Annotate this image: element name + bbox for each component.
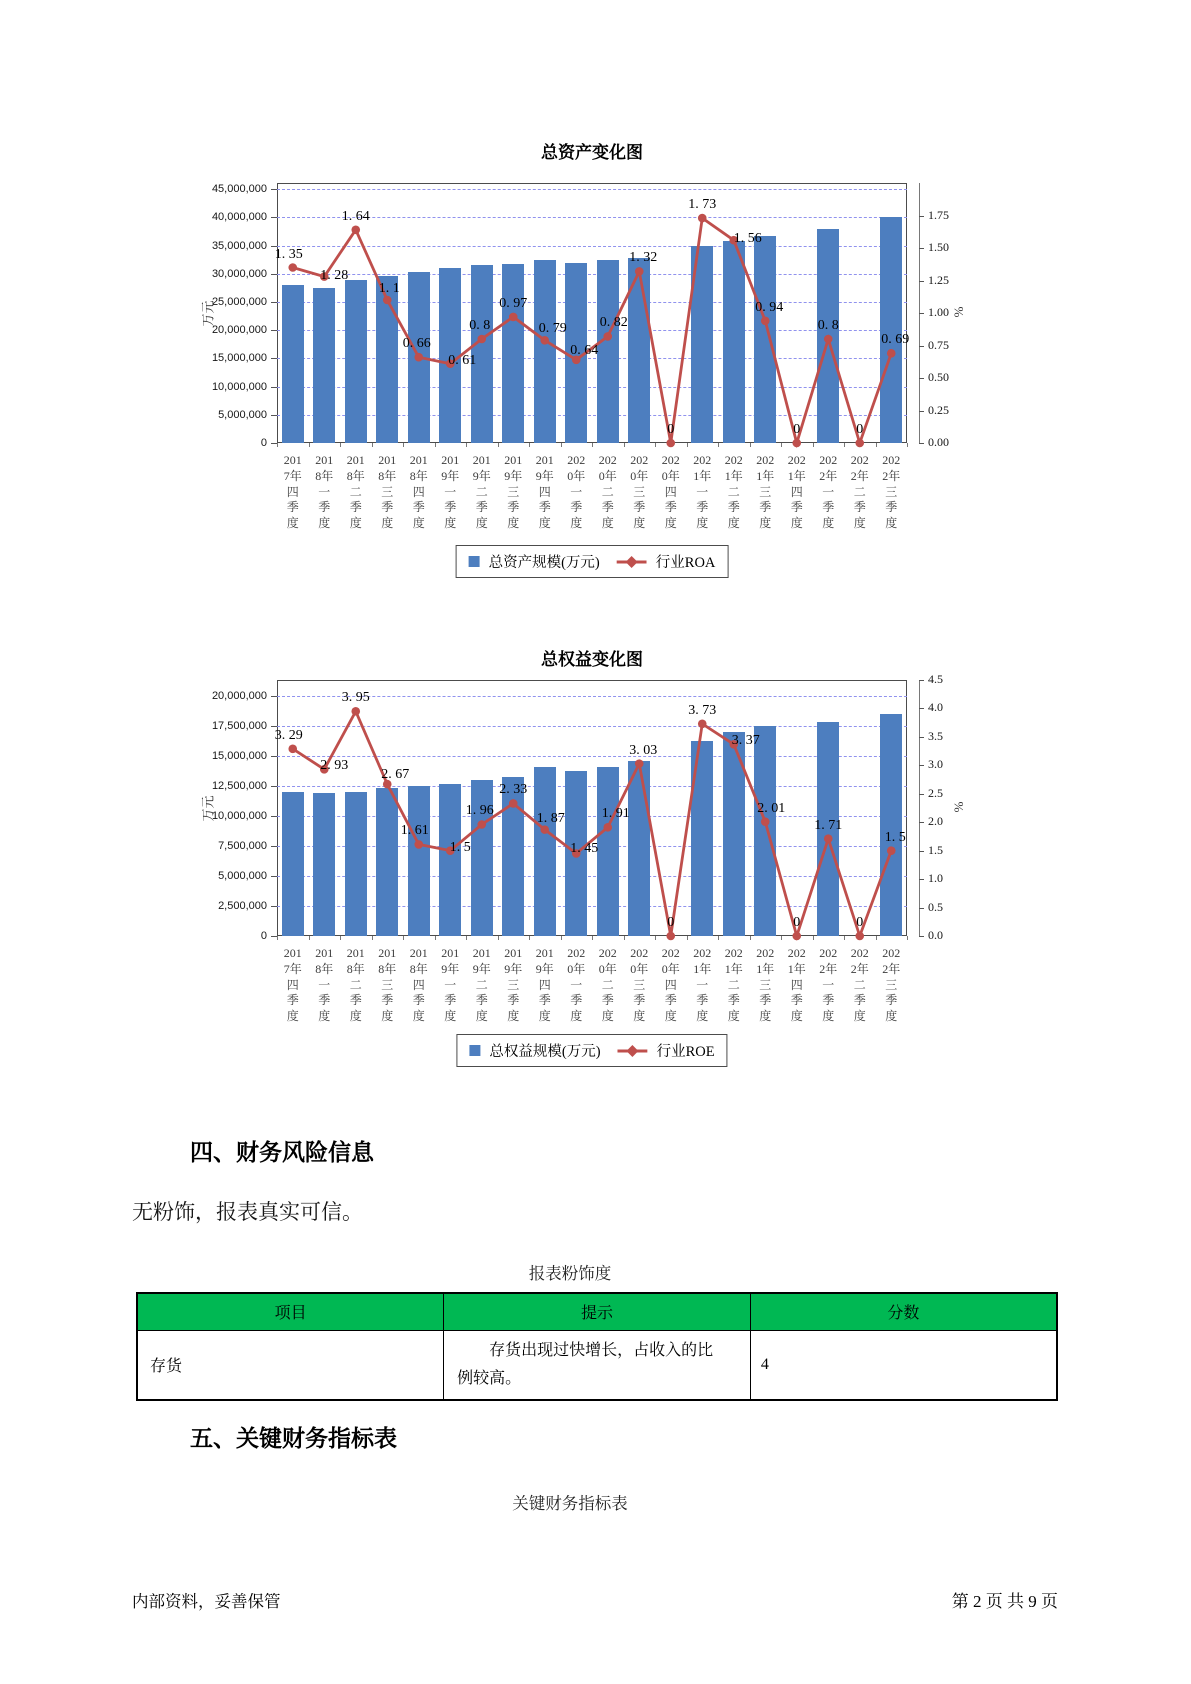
left-axis-label: 2,500,000 <box>218 899 267 912</box>
x-axis-label: 202 0年 三 季 度 <box>630 453 649 531</box>
x-axis-label: 201 7年 四 季 度 <box>283 453 302 531</box>
x-axis-tick <box>498 936 499 940</box>
data-label: 1. 91 <box>601 806 630 822</box>
right-axis-label: 1.0 <box>928 871 943 886</box>
x-axis-label: 202 2年 一 季 度 <box>819 453 838 531</box>
right-axis-tick <box>919 281 924 282</box>
chart-legend <box>456 545 729 578</box>
x-axis-label: 202 1年 二 季 度 <box>724 946 743 1024</box>
right-axis-tick <box>919 248 924 249</box>
right-axis-title: % <box>951 801 966 813</box>
section-heading-financial-risk: 四、财务风险信息 <box>190 1139 374 1165</box>
x-axis-tick <box>907 936 908 940</box>
legend-bar-swatch <box>469 556 480 567</box>
data-label: 3. 95 <box>341 690 370 706</box>
x-axis-label: 202 1年 三 季 度 <box>756 946 775 1024</box>
left-axis-label: 25,000,000 <box>211 296 267 308</box>
left-axis-label: 15,000,000 <box>211 352 267 365</box>
legend-line-label: 行业ROA <box>655 555 716 571</box>
right-axis-label: 0.0 <box>928 928 943 942</box>
x-axis-label: 202 2年 二 季 度 <box>850 453 869 531</box>
line-marker <box>855 439 864 448</box>
line-marker <box>824 834 833 843</box>
left-axis-label: 5,000,000 <box>218 869 267 882</box>
data-label: 3. 03 <box>629 742 658 758</box>
right-axis-label: 2.0 <box>928 814 943 829</box>
left-axis-label: 15,000,000 <box>211 749 267 762</box>
left-axis-label: 0 <box>260 437 267 449</box>
x-axis-label: 201 8年 四 季 度 <box>409 453 428 531</box>
x-axis-label: 202 1年 四 季 度 <box>787 453 806 531</box>
right-axis-label: 0.50 <box>928 370 949 384</box>
x-axis-tick <box>907 443 908 447</box>
x-axis-tick <box>466 443 467 447</box>
x-axis-label: 201 9年 二 季 度 <box>472 946 491 1024</box>
x-axis-tick <box>592 936 593 940</box>
x-axis-tick <box>750 443 751 447</box>
x-axis-tick <box>309 936 310 940</box>
data-label: 0. 94 <box>755 299 784 315</box>
right-axis-tick <box>919 936 924 937</box>
x-axis-label: 201 9年 三 季 度 <box>504 946 523 1024</box>
legend-line-marker <box>618 1045 648 1057</box>
x-axis-tick <box>624 936 625 940</box>
line-marker <box>792 439 801 448</box>
data-label: 0 <box>667 422 675 437</box>
x-axis-tick <box>561 443 562 447</box>
risk-table-header-score: 分数 <box>750 1293 1057 1330</box>
x-axis-label: 201 9年 三 季 度 <box>504 453 523 531</box>
data-label: 1. 61 <box>400 823 429 839</box>
data-label: 1. 64 <box>341 208 370 224</box>
x-axis-label: 202 1年 四 季 度 <box>787 946 806 1024</box>
x-axis-tick <box>435 443 436 447</box>
x-axis-tick <box>655 936 656 940</box>
right-axis-title: % <box>951 306 966 318</box>
right-axis-label: 0.5 <box>928 899 943 914</box>
right-axis-label: 2.5 <box>928 785 943 800</box>
x-axis-tick <box>529 443 530 447</box>
risk-hint-cell: 存货出现过快增长，占收入的比例较高。 <box>444 1330 751 1400</box>
data-label: 1. 56 <box>733 231 762 247</box>
data-label: 0. 82 <box>599 315 628 331</box>
section-heading-key-indicators: 五、关键财务指标表 <box>190 1425 397 1451</box>
right-axis-label: 4.0 <box>928 700 943 715</box>
right-axis-tick <box>919 313 924 314</box>
left-axis-label: 10,000,000 <box>211 809 267 822</box>
x-axis-tick <box>844 443 845 447</box>
x-axis-tick <box>466 936 467 940</box>
x-axis-label: 201 8年 二 季 度 <box>346 453 365 531</box>
x-axis-tick <box>876 443 877 447</box>
line-marker <box>887 349 896 358</box>
line-marker <box>887 846 896 855</box>
x-axis-label: 202 0年 二 季 度 <box>598 453 617 531</box>
x-axis-tick <box>277 936 278 940</box>
right-axis-tick <box>919 680 924 681</box>
data-label: 1. 28 <box>320 267 349 283</box>
risk-table-header-item: 项目 <box>137 1293 444 1330</box>
x-axis-tick <box>718 443 719 447</box>
key-indicators-caption: 关键财务指标表 <box>512 1494 628 1513</box>
data-label: 0 <box>856 915 864 930</box>
x-axis-label: 202 0年 二 季 度 <box>598 946 617 1024</box>
data-label: 0. 61 <box>448 352 477 368</box>
legend-bar-label: 总资产规模(万元) <box>488 555 600 571</box>
x-axis-tick <box>655 443 656 447</box>
x-axis-label: 201 8年 三 季 度 <box>378 453 397 531</box>
x-axis-label: 201 9年 四 季 度 <box>535 946 554 1024</box>
chart-title: 总权益变化图 <box>541 650 643 669</box>
x-axis-tick <box>403 936 404 940</box>
line-marker <box>855 932 864 941</box>
x-axis-tick <box>781 936 782 940</box>
right-axis-tick <box>919 411 924 412</box>
x-axis-tick <box>340 936 341 940</box>
line-marker <box>477 820 486 829</box>
right-axis-label: 1.5 <box>928 842 943 857</box>
right-axis-tick <box>919 443 924 444</box>
line-marker <box>792 932 801 941</box>
left-axis-label: 17,500,000 <box>211 719 267 732</box>
right-axis-label: 1.50 <box>928 240 949 254</box>
x-axis-tick <box>340 443 341 447</box>
x-axis-label: 201 8年 一 季 度 <box>315 453 334 531</box>
right-axis-label: 0.00 <box>928 435 949 449</box>
footer-confidential-note: 内部资料，妥善保管 <box>132 1593 281 1611</box>
data-label: 0. 64 <box>570 342 599 358</box>
legend-line-marker <box>617 556 647 568</box>
x-axis-tick <box>277 443 278 447</box>
right-axis-line <box>919 680 920 936</box>
line-marker <box>698 214 707 223</box>
x-axis-label: 202 1年 三 季 度 <box>756 453 775 531</box>
data-label: 0. 79 <box>538 321 567 337</box>
line-marker <box>761 817 770 826</box>
data-label: 0. 97 <box>499 295 528 311</box>
data-label: 1. 87 <box>536 810 565 826</box>
data-label: 0 <box>667 915 675 930</box>
data-label: 2. 01 <box>757 800 786 816</box>
x-axis-label: 202 2年 二 季 度 <box>850 946 869 1024</box>
right-axis-tick <box>919 216 924 217</box>
right-axis-tick <box>919 378 924 379</box>
left-axis-label: 20,000,000 <box>211 689 267 702</box>
line-marker <box>761 317 770 326</box>
x-axis-tick <box>309 443 310 447</box>
x-axis-tick <box>624 443 625 447</box>
data-label: 0 <box>793 422 801 437</box>
right-axis-tick <box>919 879 924 880</box>
x-axis-label: 201 7年 四 季 度 <box>283 946 302 1024</box>
data-label: 3. 37 <box>731 733 760 749</box>
data-label: 0 <box>793 915 801 930</box>
x-axis-tick <box>403 443 404 447</box>
left-axis-label: 30,000,000 <box>211 267 267 280</box>
legend-bar-swatch <box>469 1045 480 1056</box>
x-axis-tick <box>844 936 845 940</box>
data-label: 1. 35 <box>274 246 303 262</box>
x-axis-tick <box>372 936 373 940</box>
left-axis-label: 20,000,000 <box>211 324 267 337</box>
line-marker <box>603 332 612 341</box>
x-axis-label: 202 1年 一 季 度 <box>693 453 712 531</box>
x-axis-tick <box>687 443 688 447</box>
risk-table-header-hint: 提示 <box>444 1293 751 1330</box>
x-axis-tick <box>687 936 688 940</box>
right-axis-tick <box>919 794 924 795</box>
data-label: 1. 71 <box>814 817 843 833</box>
x-axis-label: 202 0年 一 季 度 <box>567 946 586 1024</box>
x-axis-label: 201 9年 一 季 度 <box>441 946 460 1024</box>
right-axis-label: 1.75 <box>928 207 949 222</box>
legend-line-label: 行业ROE <box>656 1044 715 1060</box>
x-axis-tick <box>372 443 373 447</box>
x-axis-label: 202 0年 四 季 度 <box>661 946 680 1024</box>
left-axis-label: 10,000,000 <box>211 380 267 393</box>
risk-table-caption: 报表粉饰度 <box>528 1264 612 1283</box>
data-label: 2. 93 <box>320 758 349 774</box>
left-axis-label: 12,500,000 <box>211 779 267 792</box>
x-axis-tick <box>781 443 782 447</box>
right-axis-tick <box>919 822 924 823</box>
x-axis-label: 202 1年 二 季 度 <box>724 453 743 531</box>
x-axis-label: 201 8年 一 季 度 <box>315 946 334 1024</box>
line-marker <box>698 720 707 729</box>
left-axis-label: 35,000,000 <box>211 239 267 252</box>
x-axis-tick <box>498 443 499 447</box>
data-label: 1. 5 <box>884 829 906 845</box>
data-label: 0. 69 <box>881 332 910 348</box>
line-marker <box>288 745 297 754</box>
line-marker <box>635 267 644 276</box>
x-axis-tick <box>813 443 814 447</box>
line-marker <box>351 707 360 716</box>
risk-table-header-row <box>137 1293 1057 1330</box>
left-axis-label: 0 <box>260 930 267 942</box>
x-axis-label: 202 2年 三 季 度 <box>882 453 901 531</box>
left-axis-label: 40,000,000 <box>211 211 267 224</box>
x-axis-label: 202 0年 四 季 度 <box>661 453 680 531</box>
x-axis-tick <box>750 936 751 940</box>
footer-page-number: 第 2 页 共 9 页 <box>951 1592 1058 1611</box>
x-axis-tick <box>561 936 562 940</box>
x-axis-tick <box>718 936 719 940</box>
x-axis-label: 202 2年 一 季 度 <box>819 946 838 1024</box>
line-marker <box>351 226 360 235</box>
x-axis-label: 201 9年 二 季 度 <box>472 453 491 531</box>
chart-title: 总资产变化图 <box>541 143 643 162</box>
data-label: 0. 8 <box>817 318 839 333</box>
x-axis-label: 202 0年 三 季 度 <box>630 946 649 1024</box>
data-label: 0. 8 <box>469 318 491 333</box>
x-axis-label: 201 9年 一 季 度 <box>441 453 460 531</box>
line-marker <box>603 823 612 832</box>
risk-item-cell: 存货 <box>137 1330 444 1400</box>
right-axis-label: 1.00 <box>928 305 949 319</box>
x-axis-label: 202 0年 一 季 度 <box>567 453 586 531</box>
x-axis-tick <box>813 936 814 940</box>
legend-bar-label: 总权益规模(万元) <box>489 1044 601 1060</box>
line-marker <box>824 335 833 344</box>
x-axis-tick <box>435 936 436 940</box>
line-marker <box>666 932 675 941</box>
data-label: 0 <box>856 422 864 437</box>
data-label: 3. 29 <box>274 727 303 743</box>
left-axis-label: 7,500,000 <box>218 839 267 852</box>
data-label: 3. 73 <box>688 702 717 718</box>
x-axis-label: 202 2年 三 季 度 <box>882 946 901 1024</box>
chart-legend <box>456 1034 727 1067</box>
x-axis-tick <box>529 936 530 940</box>
x-axis-label: 201 8年 二 季 度 <box>346 946 365 1024</box>
x-axis-label: 202 1年 一 季 度 <box>693 946 712 1024</box>
data-label: 1. 96 <box>465 803 494 819</box>
data-label: 1. 45 <box>570 840 599 856</box>
x-axis-tick <box>876 936 877 940</box>
left-axis-label: 5,000,000 <box>218 408 267 421</box>
right-axis-label: 1.25 <box>928 272 949 287</box>
risk-summary-text: 无粉饰，报表真实可信。 <box>132 1200 363 1224</box>
risk-score-cell: 4 <box>750 1330 1057 1400</box>
x-axis-tick <box>592 443 593 447</box>
data-label: 2. 67 <box>381 767 410 783</box>
line-marker <box>666 439 675 448</box>
x-axis-label: 201 8年 四 季 度 <box>409 946 428 1024</box>
right-axis-tick <box>919 765 924 766</box>
data-label: 1. 1 <box>378 281 400 296</box>
x-axis-label: 201 9年 四 季 度 <box>535 453 554 531</box>
right-axis-tick <box>919 908 924 909</box>
right-axis-tick <box>919 737 924 738</box>
x-axis-label: 201 8年 三 季 度 <box>378 946 397 1024</box>
right-axis-label: 3.5 <box>928 728 943 743</box>
right-axis-label: 0.25 <box>928 402 949 417</box>
right-axis-label: 0.75 <box>928 337 949 352</box>
line-marker <box>635 759 644 768</box>
right-axis-tick <box>919 851 924 852</box>
data-label: 1. 5 <box>449 839 471 855</box>
data-label: 2. 33 <box>499 782 528 798</box>
left-axis-label: 45,000,000 <box>211 183 267 196</box>
left-axis-title: 万元 <box>200 300 216 327</box>
risk-table-row <box>137 1330 1057 1400</box>
line-marker <box>477 335 486 344</box>
data-label: 1. 73 <box>688 197 717 213</box>
right-axis-tick <box>919 708 924 709</box>
data-label: 1. 32 <box>629 250 658 266</box>
data-label: 0. 66 <box>402 336 431 352</box>
risk-table <box>136 1292 1058 1401</box>
right-axis-label: 3.0 <box>928 757 943 772</box>
left-axis-title: 万元 <box>200 795 216 822</box>
right-axis-label: 4.5 <box>928 672 943 686</box>
